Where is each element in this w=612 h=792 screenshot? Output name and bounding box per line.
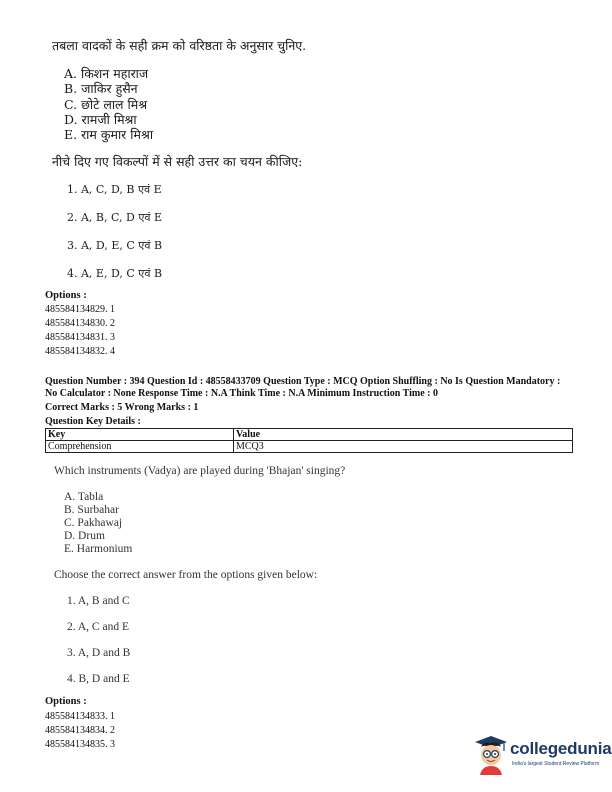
marks-line: Correct Marks : 5 Wrong Marks : 1 [45, 402, 199, 413]
option-id: 485584134834. 2 [45, 725, 115, 736]
answer-choice: 2. A, B, C, D एवं E [67, 211, 163, 224]
table-cell: MCQ3 [234, 441, 573, 453]
logo-tagline: India's largest Student Review Platform [512, 761, 600, 767]
list-item: B. Surbahar [64, 504, 119, 516]
option-id: 485584134829. 1 [45, 304, 115, 315]
instruction-text-hindi: नीचे दिए गए विकल्पों में से सही उत्तर का चयन कीजिए: [52, 154, 303, 169]
answer-choice: 2. A, C and E [67, 621, 129, 633]
answer-choice: 4. B, D and E [67, 673, 130, 685]
option-id: 485584134831. 3 [45, 332, 115, 343]
instruction-text: Choose the correct answer from the options given below: [54, 569, 318, 581]
option-id: 485584134833. 1 [45, 711, 115, 722]
logo-wordmark: collegedunia [510, 739, 612, 758]
key-details-label: Question Key Details : [45, 416, 141, 427]
option-id: 485584134830. 2 [45, 318, 115, 329]
table-row [46, 441, 573, 453]
list-item: A. किशन महाराज [64, 66, 149, 81]
table-header-key: Key [46, 429, 234, 441]
list-item: E. राम कुमार मिश्रा [64, 127, 154, 142]
option-id: 485584134835. 3 [45, 739, 115, 750]
answer-choice: 3. A, D, E, C एवं B [67, 239, 163, 252]
list-item: D. Drum [64, 530, 105, 542]
mascot-icon [474, 733, 508, 777]
answer-choice: 1. A, C, D, B एवं E [67, 183, 162, 196]
question-meta-line-2: No Calculator : None Response Time : N.A Think Time : N.A Minimum Instruction Time : 0 [45, 388, 438, 399]
answer-choice: 1. A, B and C [67, 595, 130, 607]
table-cell: Comprehension [46, 441, 234, 453]
key-details-table [45, 428, 573, 453]
list-item: C. Pakhawaj [64, 517, 123, 529]
table-header-row [46, 429, 573, 441]
answer-choice: 4. A, E, D, C एवं B [67, 267, 163, 280]
table-header-value: Value [234, 429, 573, 441]
list-item: B. जाकिर हुसैन [64, 81, 138, 96]
options-label: Options : [45, 290, 87, 301]
question-text-hindi: तबला वादकों के सही क्रम को वरिष्ठता के अनुसार चुनिए. [52, 38, 307, 53]
list-item: C. छोटे लाल मिश्र [64, 97, 148, 112]
collegedunia-logo[interactable] [474, 733, 612, 781]
question-meta-line-1: Question Number : 394 Question Id : 48558433709 Question Type : MCQ Option Shuffling : No Is Question Mandatory : [45, 376, 561, 387]
list-item: E. Harmonium [64, 543, 133, 555]
option-id: 485584134832. 4 [45, 346, 115, 357]
list-item: D. रामजी मिश्रा [64, 112, 137, 127]
answer-choice: 3. A, D and B [67, 647, 131, 659]
question-text: Which instruments (Vadya) are played during 'Bhajan' singing? [54, 465, 346, 477]
list-item: A. Tabla [64, 491, 104, 503]
options-label: Options : [45, 696, 87, 707]
